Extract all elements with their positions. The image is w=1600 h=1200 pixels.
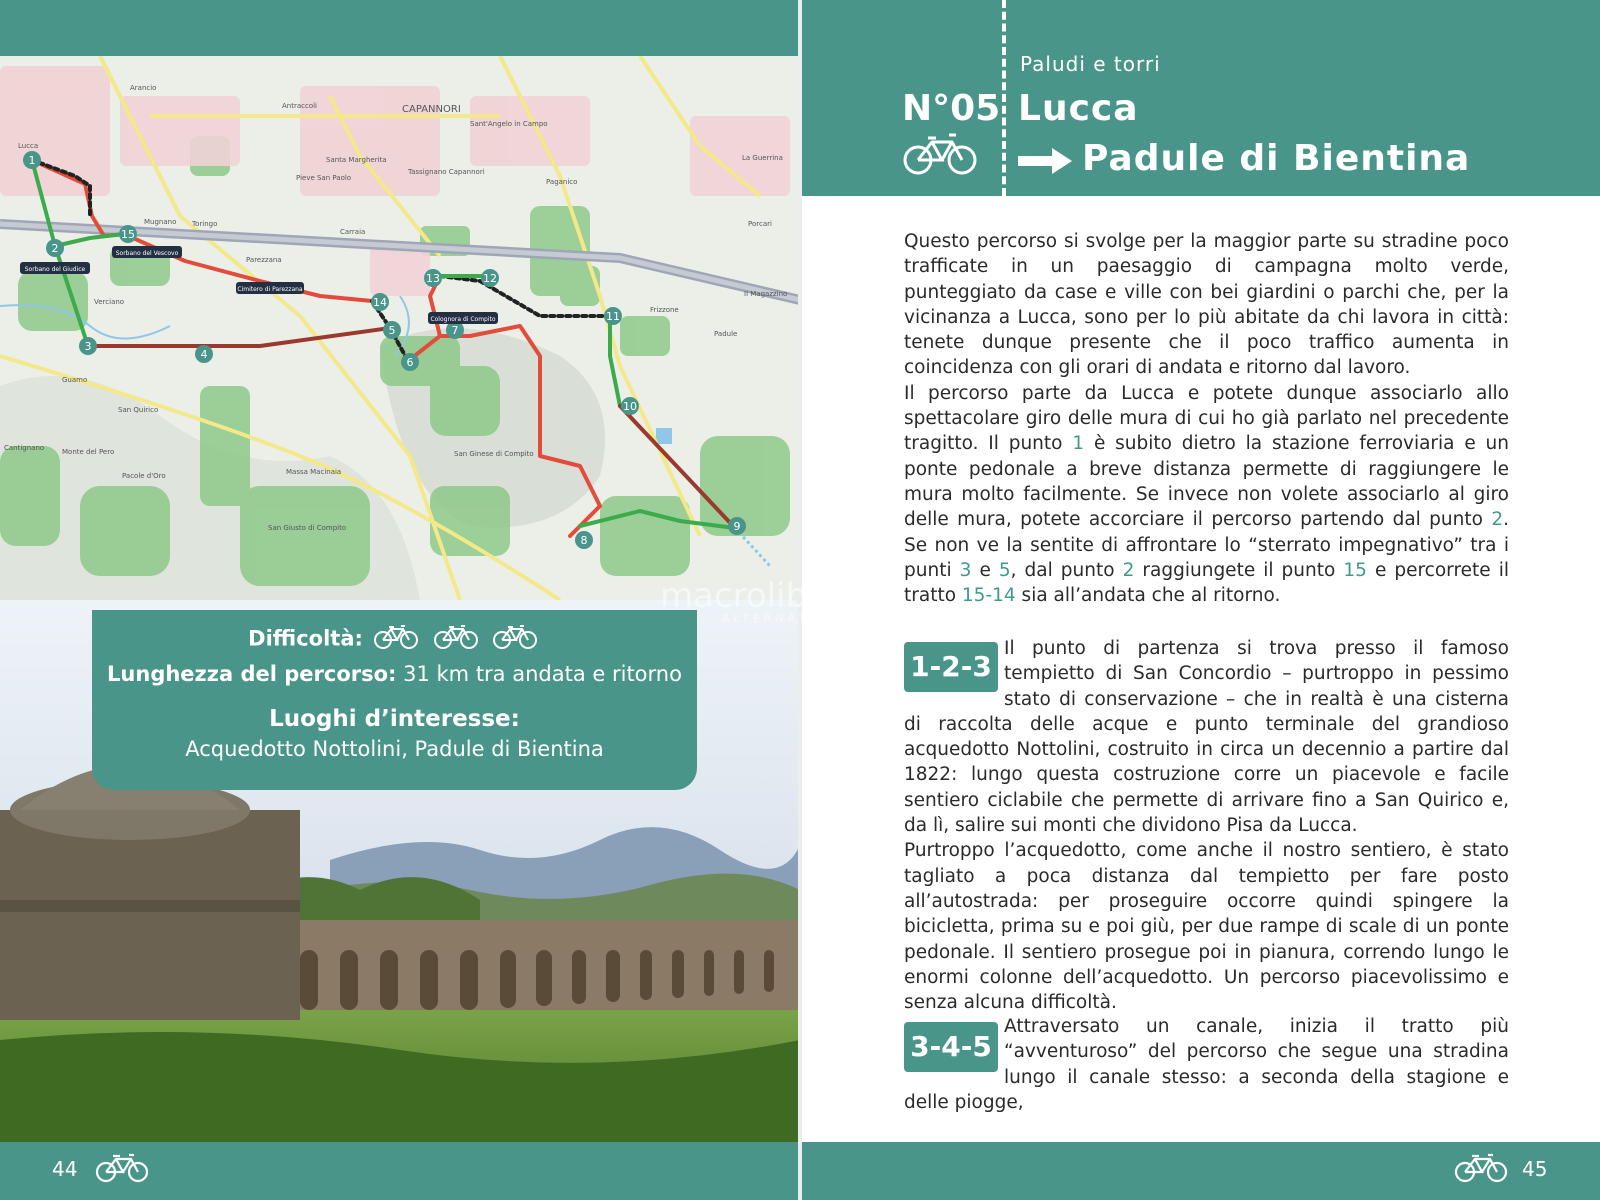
svg-text:Carraia: Carraia (340, 228, 366, 236)
waypoint-label: 12 (483, 272, 497, 285)
difficulty-row (92, 624, 697, 655)
svg-text:Il Magazzino: Il Magazzino (744, 290, 788, 298)
route-map (0, 56, 800, 600)
svg-text:Paganico: Paganico (546, 178, 578, 186)
route-end: Padule di Bientina (1082, 138, 1471, 179)
point-ref: 2 (1491, 509, 1504, 531)
point-ref: 3 (959, 559, 972, 581)
waypoint-marker (424, 269, 442, 287)
svg-text:San Giusto di Compito: San Giusto di Compito (268, 524, 347, 532)
poi-label: Sorbano del Vescovo (115, 250, 179, 257)
svg-text:Frizzone: Frizzone (650, 306, 679, 314)
waypoint-label: 8 (580, 534, 588, 547)
waypoint-label: 2 (51, 242, 59, 255)
length-label: Lunghezza del percorso: (107, 662, 397, 686)
waypoint-label: 3 (84, 340, 92, 353)
waypoint-marker (604, 307, 622, 325)
difficulty-label: Difficoltà: (248, 626, 363, 651)
svg-text:Pieve San Paolo: Pieve San Paolo (296, 174, 352, 182)
waypoint-marker (79, 337, 97, 355)
waypoint-marker (481, 269, 499, 287)
svg-text:La Guerrina: La Guerrina (742, 154, 783, 162)
waypoint-marker (383, 321, 401, 339)
bicycle-icon (902, 132, 978, 180)
poi-label: Colognora di Compito (430, 316, 496, 323)
point-ref: 2 (1122, 559, 1135, 581)
page-number-right: 45 (1522, 1157, 1548, 1181)
bicycle-icon (1454, 1153, 1508, 1187)
waypoint-label: 13 (426, 272, 440, 285)
route-start: Lucca (1018, 88, 1139, 129)
waypoint-label: 4 (200, 348, 208, 361)
waypoint-marker (575, 531, 593, 549)
length-row (92, 662, 697, 686)
waypoint-marker (371, 293, 389, 311)
route-info-box (92, 610, 697, 790)
step-badge: 1-2-3 (904, 642, 998, 692)
svg-text:San Quirico: San Quirico (118, 406, 159, 414)
waypoint-label: 7 (451, 324, 459, 337)
svg-text:Pacole d'Oro: Pacole d'Oro (122, 472, 166, 480)
watermark-tagline: ALTERNATIVA NATURALE (722, 612, 936, 625)
poi-heading: Luoghi d’interesse: (269, 706, 520, 732)
svg-text:Tassignano Capannori: Tassignano Capannori (408, 168, 485, 176)
waypoint-marker (119, 225, 137, 243)
page-number-left: 44 (52, 1157, 78, 1181)
svg-text:Lucca: Lucca (18, 142, 39, 150)
bicycle-icon (492, 624, 538, 655)
arrow-right-icon (1018, 148, 1072, 178)
waypoint-label: 11 (606, 310, 620, 323)
waypoint-marker (621, 397, 639, 415)
length-value: 31 km tra andata e ritorno (403, 662, 682, 686)
header-divider (1002, 0, 1006, 196)
waypoint-marker (195, 345, 213, 363)
step-badge: 3-4-5 (904, 1022, 998, 1072)
intro-text (904, 229, 1509, 608)
svg-text:Guamo: Guamo (62, 376, 88, 384)
poi-label: Sorbano del Giudice (24, 266, 86, 273)
svg-text:Arancio: Arancio (130, 84, 157, 92)
bicycle-icon (433, 624, 479, 655)
intro-paragraph-2: Il percorso parte da Lucca e potete dunque associarlo allo spettacolare giro delle mura di cui ho già parlato nel precedente tragitto. Il punto 1 è subito dietro la stazione ferroviaria e un ponte pedonale a breve distanza permette di raggiungere le mura molto facilmente. Se invece non volete associarlo al giro delle mura, potete accorciare il percorso partendo dal punto 2. Se non ve la sentite di affrontare lo “sterrato impegnativo” tra i punti 3 e 5, dal punto 2 raggiungete il punto 15 e percorrete il tratto 15-14 sia all’andata che al ritorno. (904, 382, 1510, 607)
watermark-brand: macrolibrarsi (660, 576, 884, 616)
svg-text:Monte del Pero: Monte del Pero (62, 448, 115, 456)
waypoint-label: 5 (388, 324, 396, 337)
waypoint-marker (401, 353, 419, 371)
waypoint-marker (46, 239, 64, 257)
top-band-left (0, 0, 800, 56)
waypoint-label: 1 (28, 154, 36, 167)
svg-text:Massa Macinaia: Massa Macinaia (286, 468, 342, 476)
svg-text:San Ginese di Compito: San Ginese di Compito (454, 450, 534, 458)
waypoint-label: 9 (733, 520, 741, 533)
intro-paragraph-1: Questo percorso si svolge per la maggior parte su stradine poco trafficate in un paesaggio di campagna molto verde, punteggiato da case e ville con bei giardini o parchi che, per la vicinanza a Lucca, sono per lo più abitate da chi lavora in città: tenete dunque presente che il poco traffico aumenta in coincidenza con gli orari di andata e ritorno dal lavoro. (904, 231, 1509, 379)
waypoint-label: 15 (121, 228, 135, 241)
waypoint-label: 14 (373, 296, 387, 309)
svg-text:Parezzana: Parezzana (246, 256, 282, 264)
bicycle-icon (95, 1153, 149, 1187)
watermark (660, 576, 936, 625)
section-1-text (904, 636, 1509, 1015)
section-1-paragraph-2: Purtroppo l’acquedotto, come anche il nostro sentiero, è stato tagliato a poca distanza dal tempietto per fare posto all’autostrada: per proseguire occorre quindi spingere la bicicletta, prima su e poi giù, per due rampe di scale di un ponte pedonale. Il sentiero prosegue poi in pianura, correndo lungo le enormi colonne dell’acquedotto. Un percorso piacevolissimo e senza alcuna difficoltà. (904, 840, 1509, 1014)
bicycle-icon (373, 624, 419, 655)
svg-text:CAPANNORI: CAPANNORI (402, 104, 461, 115)
point-ref: 5 (998, 559, 1011, 581)
svg-text:Porcari: Porcari (748, 220, 772, 228)
svg-text:Cantignano: Cantignano (4, 444, 45, 452)
waypoint-marker (728, 517, 746, 535)
waypoint-label: 6 (406, 356, 414, 369)
section-title: Paludi e torri (1020, 52, 1161, 76)
svg-text:Sant'Angelo in Campo: Sant'Angelo in Campo (470, 120, 548, 128)
point-ref: 1 (1072, 433, 1085, 455)
svg-text:Padule: Padule (714, 330, 738, 338)
svg-text:Toringo: Toringo (192, 220, 218, 228)
point-ref: 15 (1343, 559, 1367, 581)
svg-text:Antraccoli: Antraccoli (282, 102, 318, 110)
poi-label: Cimitero di Parezzana (237, 286, 303, 293)
section-1-paragraph-1: Il punto di partenza si trova presso il famoso tempietto di San Concordio – purtroppo in pessimo stato di conservazione – che in realtà è una cisterna di raccolta delle acque e punto terminale del grandioso acquedotto Nottolini, costruito in circa un decennio a partire dal 1822: lungo questa costruzione corre un piacevole e facile sentiero ciclabile che permette di arrivare fino a San Quirico e, da lì, salire sui monti che dividono Pisa da Lucca. (904, 638, 1509, 837)
section-2-text (904, 1014, 1509, 1115)
poi-value: Acquedotto Nottolini, Padule di Bientina (185, 737, 604, 761)
route-number: N°05 (902, 88, 1001, 129)
waypoint-marker (23, 151, 41, 169)
section-2-paragraph: Attraversato un canale, inizia il tratto più “avventuroso” del percorso che segue una stradina lungo il canale stesso: a seconda della stagione e delle piogge, (904, 1016, 1509, 1113)
waypoint-label: 10 (623, 400, 637, 413)
point-ref: 15-14 (961, 585, 1016, 607)
map-canvas (0, 56, 800, 600)
svg-text:Verciano: Verciano (94, 298, 125, 306)
svg-text:Mugnano: Mugnano (144, 218, 177, 226)
svg-text:Santa Margherita: Santa Margherita (326, 156, 387, 164)
